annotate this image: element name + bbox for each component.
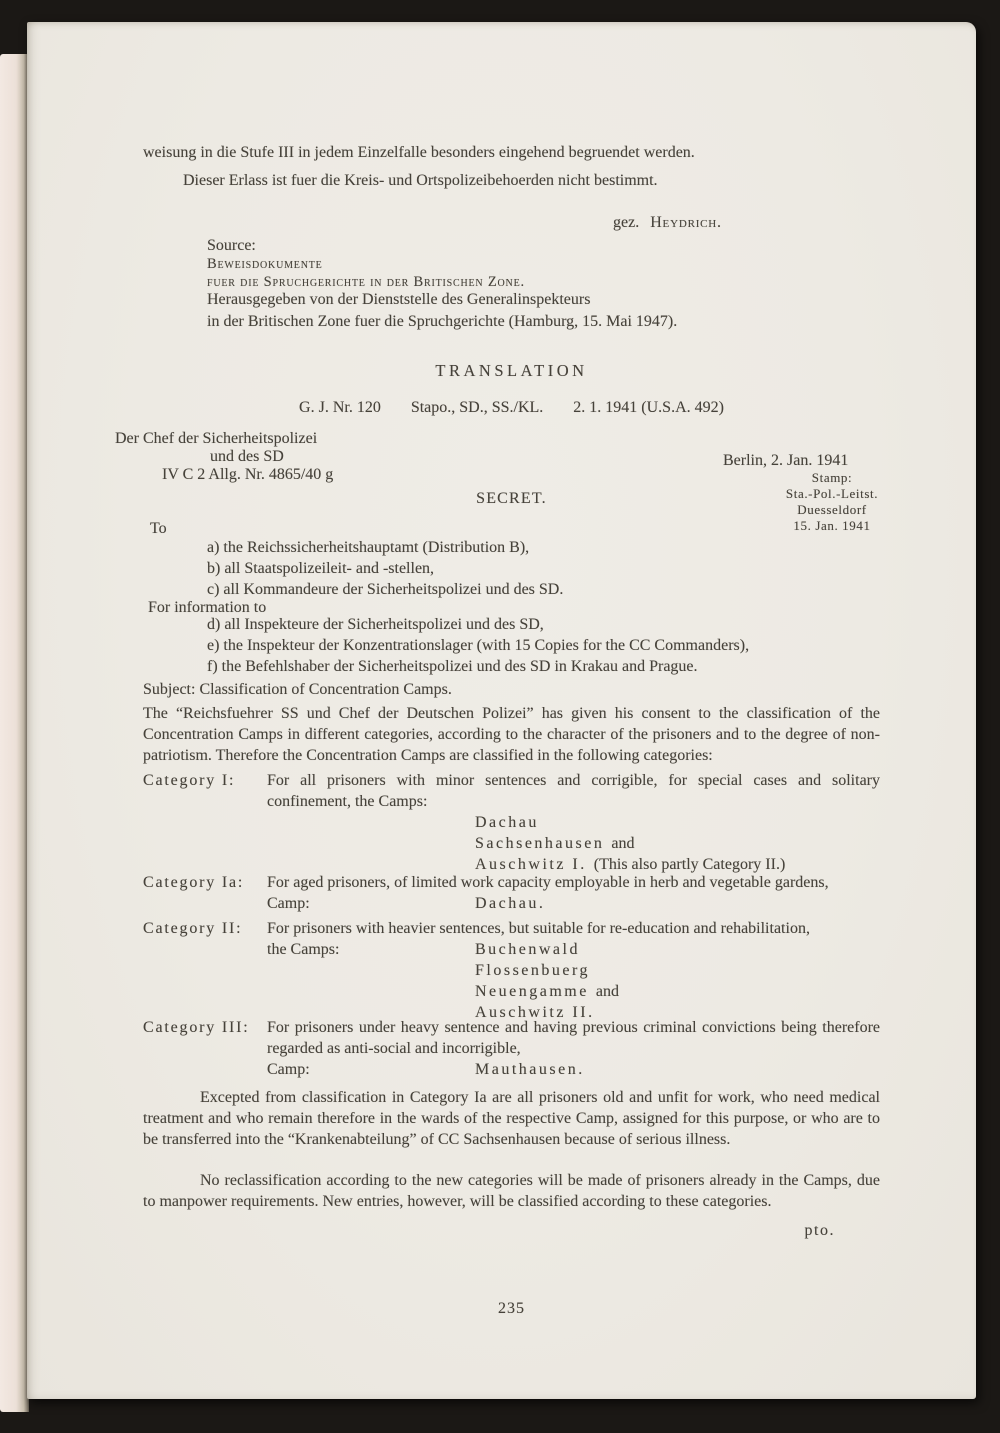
signature-name: Heydrich. bbox=[650, 214, 722, 231]
category-label: Category Ia: bbox=[143, 874, 245, 891]
sender-line-1: Der Chef der Sicherheitspolizei bbox=[115, 430, 318, 447]
camp-name: Auschwitz I. bbox=[475, 856, 587, 873]
letterhead bbox=[115, 427, 880, 542]
distribution-info-list bbox=[143, 614, 880, 677]
stamp-label: Stamp: bbox=[811, 470, 853, 485]
category-list bbox=[143, 770, 880, 1090]
stamp-office: Sta.-Pol.-Leitst. bbox=[785, 486, 879, 501]
camp-name: Sachsenhausen bbox=[475, 835, 605, 852]
place-date: Berlin, 2. Jan. 1941 bbox=[723, 452, 849, 469]
distribution-item-a: a) the Reichssicherheitshauptamt (Distribution B), bbox=[207, 539, 530, 556]
category-description: For all prisoners with minor sentences and corrigible, for special cases and solitary confinement, the Camps: bbox=[267, 772, 880, 810]
category-section-1a bbox=[143, 872, 880, 914]
category-section-2 bbox=[143, 918, 880, 1023]
document-page bbox=[27, 22, 976, 1399]
camp-row bbox=[267, 939, 880, 1023]
for-information-label: For information to bbox=[148, 599, 267, 616]
camp-row bbox=[267, 893, 880, 914]
stamp-date: 15. Jan. 1941 bbox=[793, 518, 871, 533]
camp-name: Neuengamme bbox=[475, 983, 589, 1000]
camp-name: Auschwitz II. bbox=[475, 1004, 595, 1021]
camp-label: Camp: bbox=[267, 1061, 310, 1078]
reference-number: G. J. Nr. 120 bbox=[299, 399, 381, 416]
closing-paragraph-1: Excepted from classification in Category Ia are all prisoners old and unfit for work, who need medical treatment and who remain therefore in the wards of the respective Camp, assigned for this purpose, or who are to be transferred into the “Krankenabteilung” of CC Sachsenhausen because of serious illness. bbox=[143, 1089, 880, 1148]
category-label: Category III: bbox=[143, 1019, 250, 1036]
distribution-item-e: e) the Inspekteur der Konzentrationslager (with 15 Copies for the CC Commanders), bbox=[207, 637, 750, 654]
camp-list bbox=[475, 939, 619, 1023]
category-label: Category I: bbox=[143, 772, 236, 789]
category-section-1 bbox=[143, 770, 880, 875]
intro-line-2: Dieser Erlass ist fuer die Kreis- und Ortspolizeibehoerden nicht bestimmt. bbox=[183, 172, 658, 189]
camp-name: Dachau. bbox=[475, 895, 546, 912]
to-label: To bbox=[150, 520, 167, 537]
category-label: Category II: bbox=[143, 920, 243, 937]
distribution-item-d: d) all Inspekteure der Sicherheitspolizei und des SD, bbox=[207, 616, 544, 633]
camp-suffix: and bbox=[595, 983, 619, 1000]
camp-suffix: (This also partly Category II.) bbox=[593, 856, 786, 873]
translation-heading: TRANSLATION bbox=[435, 361, 588, 380]
distribution-item-c: c) all Kommandeure der Sicherheitspolizei und des SD. bbox=[207, 581, 564, 598]
sender-line-2: und des SD bbox=[210, 448, 284, 465]
source-label: Source: bbox=[207, 237, 256, 254]
camp-list bbox=[475, 812, 880, 875]
sender-reference: IV C 2 Allg. Nr. 4865/40 g bbox=[162, 466, 334, 483]
camp-name: Buchenwald bbox=[475, 941, 580, 958]
classification-marking: SECRET. bbox=[476, 490, 547, 507]
source-line-2: fuer die Spruchgerichte in der Britischen Zone. bbox=[207, 274, 525, 290]
signature-prefix: gez. bbox=[613, 214, 640, 231]
camp-row bbox=[267, 1059, 880, 1080]
category-description: For prisoners under heavy sentence and having previous criminal convictions being therefore regarded as anti-social and incorrigible, bbox=[267, 1019, 880, 1057]
page-number: 235 bbox=[498, 1300, 525, 1317]
underlying-page-edge bbox=[0, 54, 29, 1412]
camp-name: Flossenbuerg bbox=[475, 962, 591, 979]
camp-suffix: and bbox=[611, 835, 635, 852]
distribution-to-list bbox=[143, 537, 880, 600]
signature-line bbox=[143, 212, 880, 233]
stamp-city: Duesseldorf bbox=[797, 502, 867, 517]
intro-line-1: weisung in die Stufe III in jedem Einzelfalle besonders eingehend begruendet werden. bbox=[143, 144, 695, 161]
category-description: For aged prisoners, of limited work capacity employable in herb and vegetable gardens, bbox=[267, 874, 829, 891]
source-line-1: Beweisdokumente bbox=[207, 256, 323, 272]
source-block bbox=[143, 237, 880, 331]
camp-name: Dachau bbox=[475, 814, 539, 831]
source-line-4: in der Britischen Zone fuer die Spruchgerichte (Hamburg, 15. Mai 1947). bbox=[207, 313, 678, 330]
category-description: For prisoners with heavier sentences, but suitable for re-education and rehabilitation, bbox=[267, 920, 810, 937]
category-section-3 bbox=[143, 1017, 880, 1080]
reference-offices: Stapo., SD., SS./KL. bbox=[410, 399, 544, 416]
camp-label: Camp: bbox=[267, 895, 310, 912]
camp-label: the Camps: bbox=[267, 941, 340, 958]
distribution-item-f: f) the Befehlshaber der Sicherheitspolizei und des SD in Krakau and Prague. bbox=[207, 658, 698, 675]
body-paragraph-1: The “Reichsfuehrer SS und Chef der Deutschen Polizei” has given his consent to the classification of the Concentration Camps in different categories, according to the character of the prisoners and to the degree of non-patriotism. Therefore the Concentration Camps are classified in the following categories: bbox=[143, 705, 880, 764]
source-line-3: Herausgegeben von der Dienststelle des Generalinspekteurs bbox=[207, 291, 591, 308]
closing-paragraph-2: No reclassification according to the new categories will be made of prisoners already in the Camps, due to manpower requirements. New entries, however, will be classified according to these categories. bbox=[143, 1172, 880, 1210]
subject-line: Subject: Classification of Concentration Camps. bbox=[143, 681, 452, 698]
reference-date: 2. 1. 1941 (U.S.A. 492) bbox=[573, 399, 724, 416]
camp-name: Mauthausen. bbox=[475, 1061, 585, 1078]
pto-note: pto. bbox=[804, 1222, 835, 1239]
distribution-item-b: b) all Staatspolizeileit- and -stellen, bbox=[207, 560, 435, 577]
reference-line bbox=[143, 397, 880, 418]
